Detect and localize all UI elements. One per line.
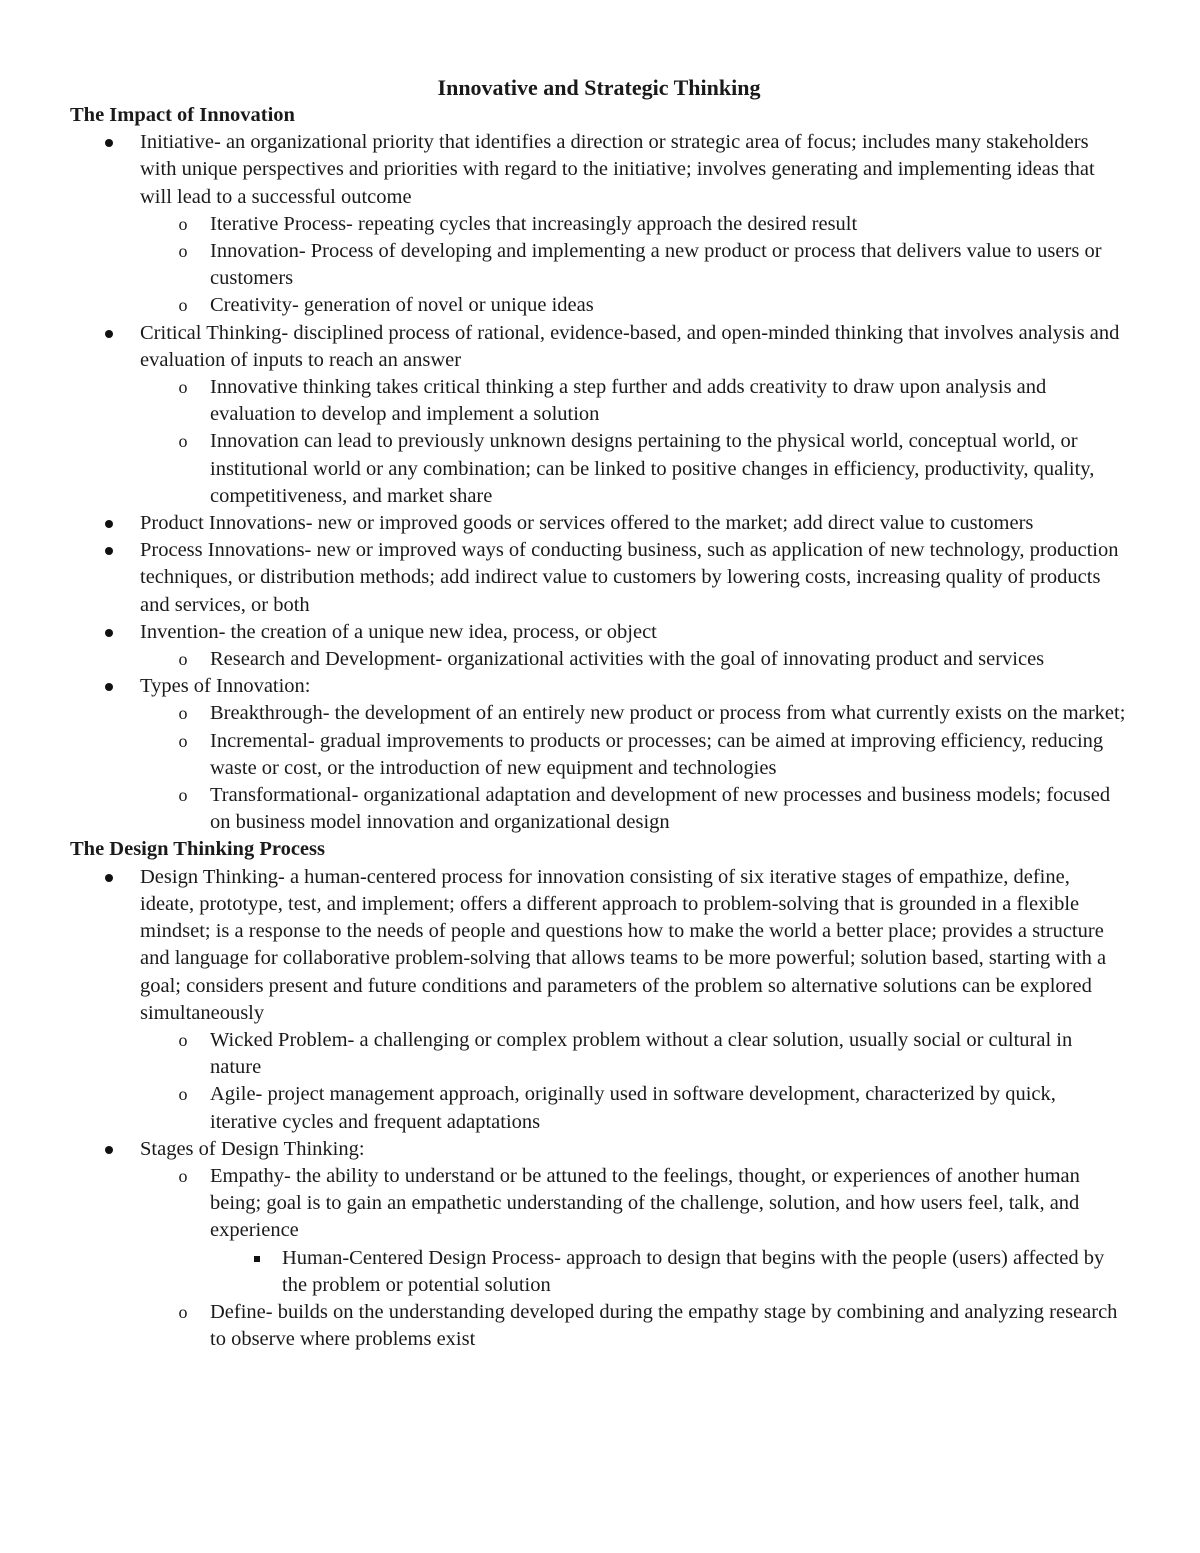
sub-bullet-list xyxy=(70,211,1128,320)
list-item xyxy=(70,129,1128,319)
sub-list-item xyxy=(140,646,1128,673)
list-item-text: Design Thinking- a human-centered process for innovation consisting of six iterative stages of empathize, define, ideate, prototype, test, and implement; offers a different approach to problem-solving that is grounded in a flexible mindset; is a response to the needs of people and questions how to make the world a better place; provides a structure and language for collaborative problem-solving that allows teams to be more powerful; solution based, starting with a goal; considers present and future conditions and parameters of the problem so alternative solutions can be explored simultaneously xyxy=(140,865,1107,1024)
sub-list-item-text: Define- builds on the understanding developed during the empathy stage by combining and analyzing research to observe where problems exist xyxy=(210,1300,1118,1351)
sub-list-item xyxy=(140,1081,1128,1135)
list-item-text: Stages of Design Thinking: xyxy=(140,1137,365,1160)
sub-list-item-text: Innovation can lead to previously unknown designs pertaining to the physical world, conceptual world, or institutional world or any combination; can be linked to positive changes in efficiency, productivity, quality, competitiveness, and market share xyxy=(210,430,1095,507)
sub-list-item xyxy=(140,782,1128,836)
list-item xyxy=(70,864,1128,1136)
sub-list-item-text: Creativity- generation of novel or unique ideas xyxy=(210,294,594,317)
list-item-text: Invention- the creation of a unique new idea, process, or object xyxy=(140,620,657,643)
sub-list-item xyxy=(140,1163,1128,1299)
sub-list-item-text: Breakthrough- the development of an entirely new product or process from what currently exists on the market; xyxy=(210,702,1126,725)
list-item-text: Initiative- an organizational priority that identifies a direction or strategic area of focus; includes many stakeholders with unique perspectives and priorities with regard to the initiative; involves generating and implementing ideas that will lead to a successful outcome xyxy=(140,131,1095,208)
circle-bullet-icon: o xyxy=(178,1029,188,1050)
circle-bullet-icon: o xyxy=(178,1084,188,1105)
list-item-text: Critical Thinking- disciplined process of rational, evidence-based, and open-minded thinking that involves analysis and evaluation of inputs to reach an answer xyxy=(140,321,1120,371)
sub-list-item xyxy=(140,1299,1128,1353)
circle-bullet-icon: o xyxy=(178,213,188,234)
circle-bullet-icon: o xyxy=(178,295,188,316)
sub-list-item xyxy=(140,292,1128,319)
sub-list-item-text: Research and Development- organizational activities with the goal of innovating product and services xyxy=(210,648,1045,671)
circle-bullet-icon: o xyxy=(178,649,188,670)
sub-list-item-text: Incremental- gradual improvements to products or processes; can be aimed at improving efficiency, reducing waste or cost, or the introduction of new equipment and technologies xyxy=(210,729,1104,779)
list-item xyxy=(70,1136,1128,1354)
circle-bullet-icon: o xyxy=(178,431,188,452)
sub-list-item-text: Innovation- Process of developing and implementing a new product or process that delivers value to users or customers xyxy=(210,240,1102,290)
sub-list-item xyxy=(140,728,1128,782)
sub-sub-list-item xyxy=(210,1245,1128,1299)
bullet-list xyxy=(70,864,1128,1354)
sub-list-item xyxy=(140,374,1128,428)
sub-bullet-list xyxy=(70,646,1128,673)
list-item xyxy=(70,510,1128,537)
section-heading: The Impact of Innovation xyxy=(70,104,295,126)
section-design-thinking-process xyxy=(70,836,1128,1353)
sub-list-item-text: Empathy- the ability to understand or be attuned to the feelings, thought, or experiences of another human being; goal is to gain an empathetic understanding of the challenge, solution, and how users feel, talk, and experience xyxy=(210,1164,1080,1242)
page-title: Innovative and Strategic Thinking xyxy=(437,75,761,100)
bullet-list xyxy=(70,129,1128,836)
list-item xyxy=(70,673,1128,836)
sub-sub-list-item-text: Human-Centered Design Process- approach to design that begins with the people (users) affected by the problem or potential solution xyxy=(282,1246,1105,1296)
sub-bullet-list xyxy=(70,1027,1128,1136)
circle-bullet-icon: o xyxy=(178,1301,188,1322)
sub-list-item-text: Iterative Process- repeating cycles that increasingly approach the desired result xyxy=(210,212,858,235)
sub-list-item xyxy=(140,211,1128,238)
list-item xyxy=(70,619,1128,673)
sub-bullet-list xyxy=(70,1163,1128,1353)
list-item-text: Process Innovations- new or improved ways of conducting business, such as application of new technology, production techniques, or distribution methods; add indirect value to customers by lowering costs, increasing quality of products and services, or both xyxy=(140,539,1119,616)
list-item-text: Types of Innovation: xyxy=(140,675,311,698)
section-impact-of-innovation xyxy=(70,102,1128,836)
sub-list-item-text: Wicked Problem- a challenging or complex problem without a clear solution, usually social or cultural in nature xyxy=(210,1028,1073,1079)
circle-bullet-icon: o xyxy=(178,703,188,724)
circle-bullet-icon: o xyxy=(178,730,188,751)
section-heading: The Design Thinking Process xyxy=(70,838,325,861)
sub-list-item xyxy=(140,238,1128,292)
circle-bullet-icon: o xyxy=(178,785,188,806)
list-item xyxy=(70,320,1128,510)
circle-bullet-icon: o xyxy=(178,1165,188,1186)
sub-bullet-list xyxy=(70,700,1128,836)
sub-bullet-list xyxy=(70,374,1128,510)
circle-bullet-icon: o xyxy=(178,377,188,398)
sub-sub-bullet-list xyxy=(210,1245,1128,1299)
sub-list-item-text: Innovative thinking takes critical thinking a step further and adds creativity to draw upon analysis and evaluation to develop and implement a solution xyxy=(210,376,1047,426)
sub-list-item xyxy=(140,428,1128,510)
list-item-text: Product Innovations- new or improved goods or services offered to the market; add direct value to customers xyxy=(140,512,1034,535)
sub-list-item-text: Transformational- organizational adaptation and development of new processes and business models; focused on business model innovation and organizational design xyxy=(210,784,1111,834)
list-item xyxy=(70,537,1128,619)
sub-list-item xyxy=(140,1027,1128,1081)
circle-bullet-icon: o xyxy=(178,241,188,262)
sub-list-item-text: Agile- project management approach, originally used in software development, characterized by quick, iterative cycles and frequent adaptations xyxy=(210,1083,1056,1133)
sub-list-item xyxy=(140,700,1128,727)
